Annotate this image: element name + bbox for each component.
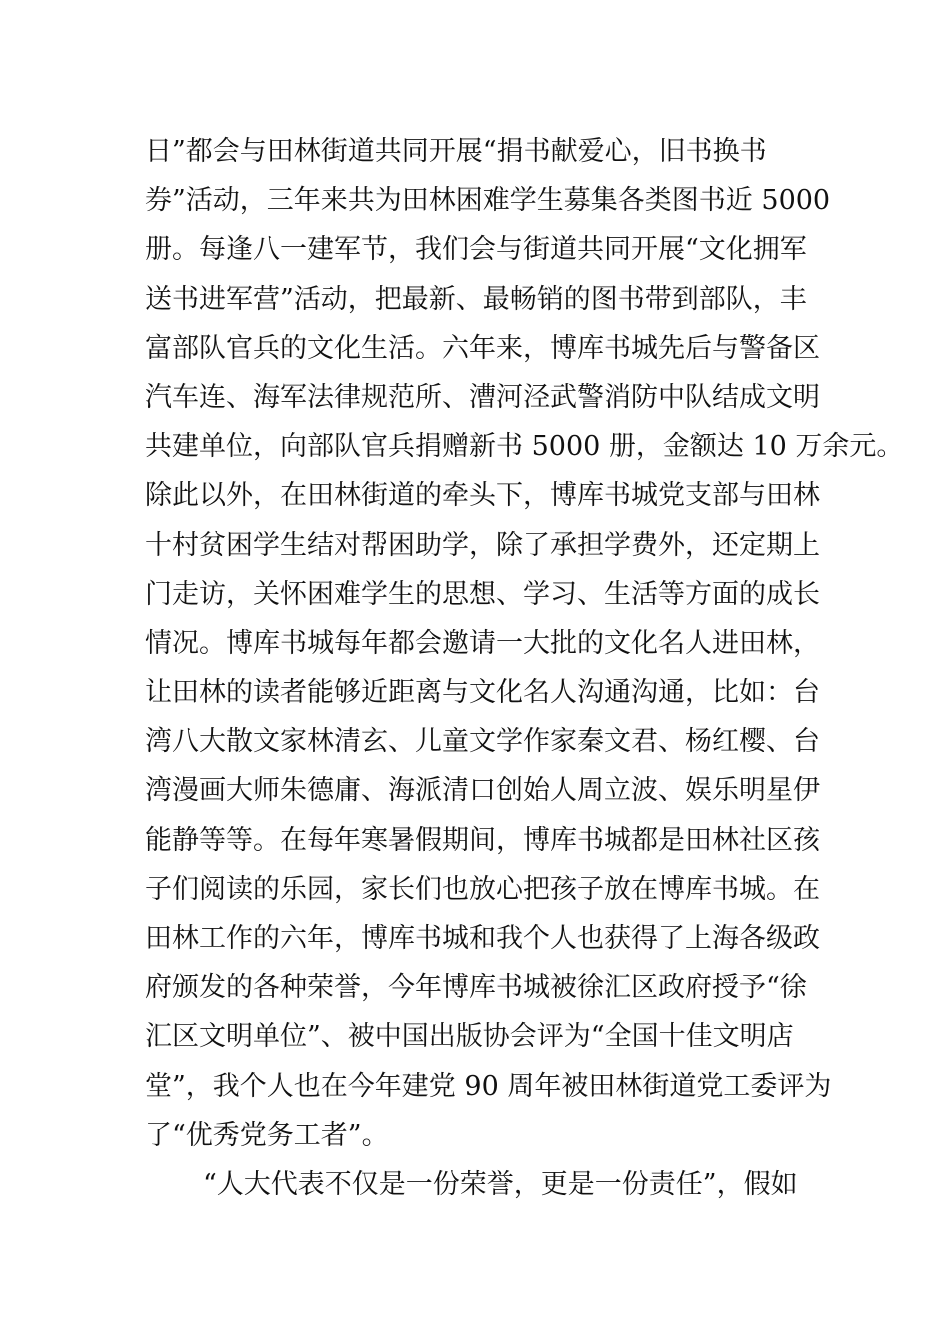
text-line-3: 册。每逢八一建军节，我们会与街道共同开展“文化拥军 [145, 234, 807, 266]
text-line-6: 汽车连、海军法律规范所、漕河泾武警消防中队结成文明 [145, 381, 820, 413]
text-line-5: 富部队官兵的文化生活。六年来，博库书城先后与警备区 [145, 332, 820, 364]
text-line-20: 堂”，我个人也在今年建党 90 周年被田林街道党工委评为 [145, 1070, 832, 1102]
text-line-19: 汇区文明单位”、被中国出版协会评为“全国十佳文明店 [145, 1021, 794, 1053]
text-line-10: 门走访，关怀困难学生的思想、学习、生活等方面的成长 [145, 578, 820, 610]
text-line-18: 府颁发的各种荣誉，今年博库书城被徐汇区政府授予“徐 [145, 972, 807, 1004]
paragraph-start-line: “人大代表不仅是一份荣誉，更是一份责任”，假如 [203, 1168, 798, 1200]
text-line-21: 了“优秀党务工者”。 [145, 1119, 389, 1151]
text-line-9: 十村贫困学生结对帮困助学，除了承担学费外，还定期上 [145, 529, 820, 561]
text-line-8: 除此以外，在田林街道的牵头下，博库书城党支部与田林 [145, 480, 820, 512]
text-line-4: 送书进军营”活动，把最新、最畅销的图书带到部队，丰 [145, 283, 807, 315]
text-line-14: 湾漫画大师朱德庸、海派清口创始人周立波、娱乐明星伊 [145, 775, 820, 807]
body-text [145, 127, 904, 1209]
text-line-12: 让田林的读者能够近距离与文化名人沟通沟通，比如：台 [145, 677, 820, 709]
text-line-15: 能静等等。在每年寒暑假期间，博库书城都是田林社区孩 [145, 824, 820, 856]
text-line-7: 共建单位，向部队官兵捐赠新书 5000 册，金额达 10 万余元。 [145, 431, 904, 463]
text-line-1: 日”都会与田林街道共同开展“捐书献爱心，旧书换书 [145, 136, 767, 167]
text-line-17: 田林工作的六年，博库书城和我个人也获得了上海各级政 [145, 923, 820, 954]
text-line-11: 情况。博库书城每年都会邀请一大批的文化名人进田林， [145, 627, 820, 659]
text-line-16: 子们阅读的乐园，家长们也放心把孩子放在博库书城。在 [145, 873, 820, 905]
text-line-2: 券”活动，三年来共为田林困难学生募集各类图书近 5000 [145, 185, 831, 217]
text-line-13: 湾八大散文家林清玄、儿童文学作家秦文君、杨红樱、台 [145, 726, 820, 758]
